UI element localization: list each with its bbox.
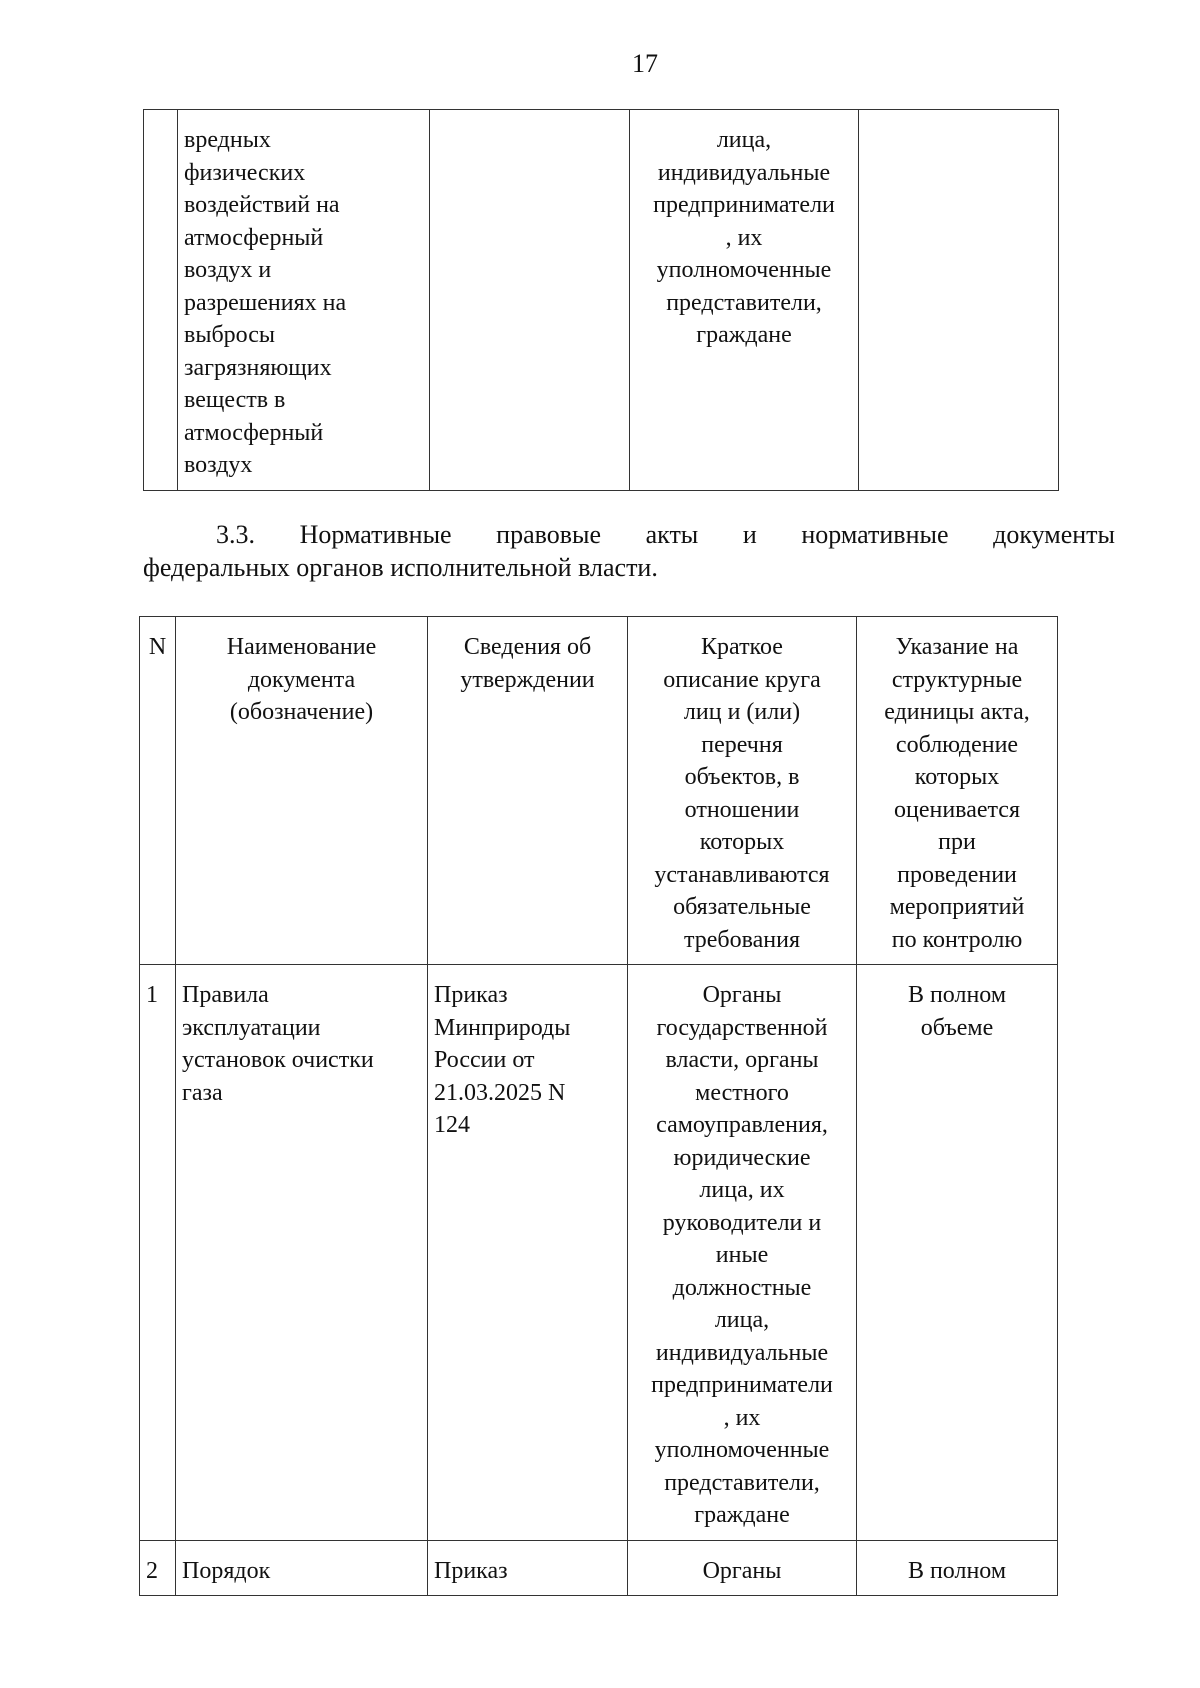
page-number: 17 — [632, 49, 658, 78]
cell-scope: Органы — [628, 1540, 857, 1596]
normative-acts-table — [139, 616, 1058, 1596]
header-scope: Краткое описание круга лиц и (или) перечня объектов, в отношении которых устанавливаются обязательные требования — [628, 617, 857, 965]
cell-scope: Органы государственной власти, органы местного самоуправления, юридические лица, их руководители и иные должностные лица, индивидуальные предприниматели , их уполномоченные представители, граждане — [628, 965, 857, 1541]
cell-approval: Приказ — [428, 1540, 628, 1596]
cell-n: 2 — [140, 1540, 176, 1596]
cell-structural-units — [859, 110, 1059, 491]
table-row — [140, 1540, 1058, 1596]
table-row — [140, 965, 1058, 1541]
section-heading-paragraph — [143, 518, 1115, 584]
header-approval: Сведения об утверждении — [428, 617, 628, 965]
cell-document-name: Правила эксплуатации установок очистки газа — [176, 965, 428, 1541]
header-structural-units: Указание на структурные единицы акта, соблюдение которых оценивается при проведении мероприятий по контролю — [857, 617, 1058, 965]
section-line-1: 3.3. Нормативные правовые акты и нормативные документы — [216, 520, 1115, 549]
cell-structural-units: В полном — [857, 1540, 1058, 1596]
continuation-table — [143, 109, 1059, 491]
table-row — [144, 110, 1059, 491]
section-line-2: федеральных органов исполнительной власти. — [143, 553, 658, 582]
cell-structural-units: В полном объеме — [857, 965, 1058, 1541]
header-document-name: Наименование документа (обозначение) — [176, 617, 428, 965]
cell-approval — [430, 110, 630, 491]
cell-n — [144, 110, 178, 491]
cell-approval: Приказ Минприроды России от 21.03.2025 N 124 — [428, 965, 628, 1541]
header-n: N — [140, 617, 176, 965]
table-header-row — [140, 617, 1058, 965]
cell-n: 1 — [140, 965, 176, 1541]
cell-document-name: вредных физических воздействий на атмосферный воздух и разрешениях на выбросы загрязняющих веществ в атмосферный воздух — [178, 110, 430, 491]
cell-scope: лица, индивидуальные предприниматели , их уполномоченные представители, граждане — [630, 110, 859, 491]
cell-document-name: Порядок — [176, 1540, 428, 1596]
